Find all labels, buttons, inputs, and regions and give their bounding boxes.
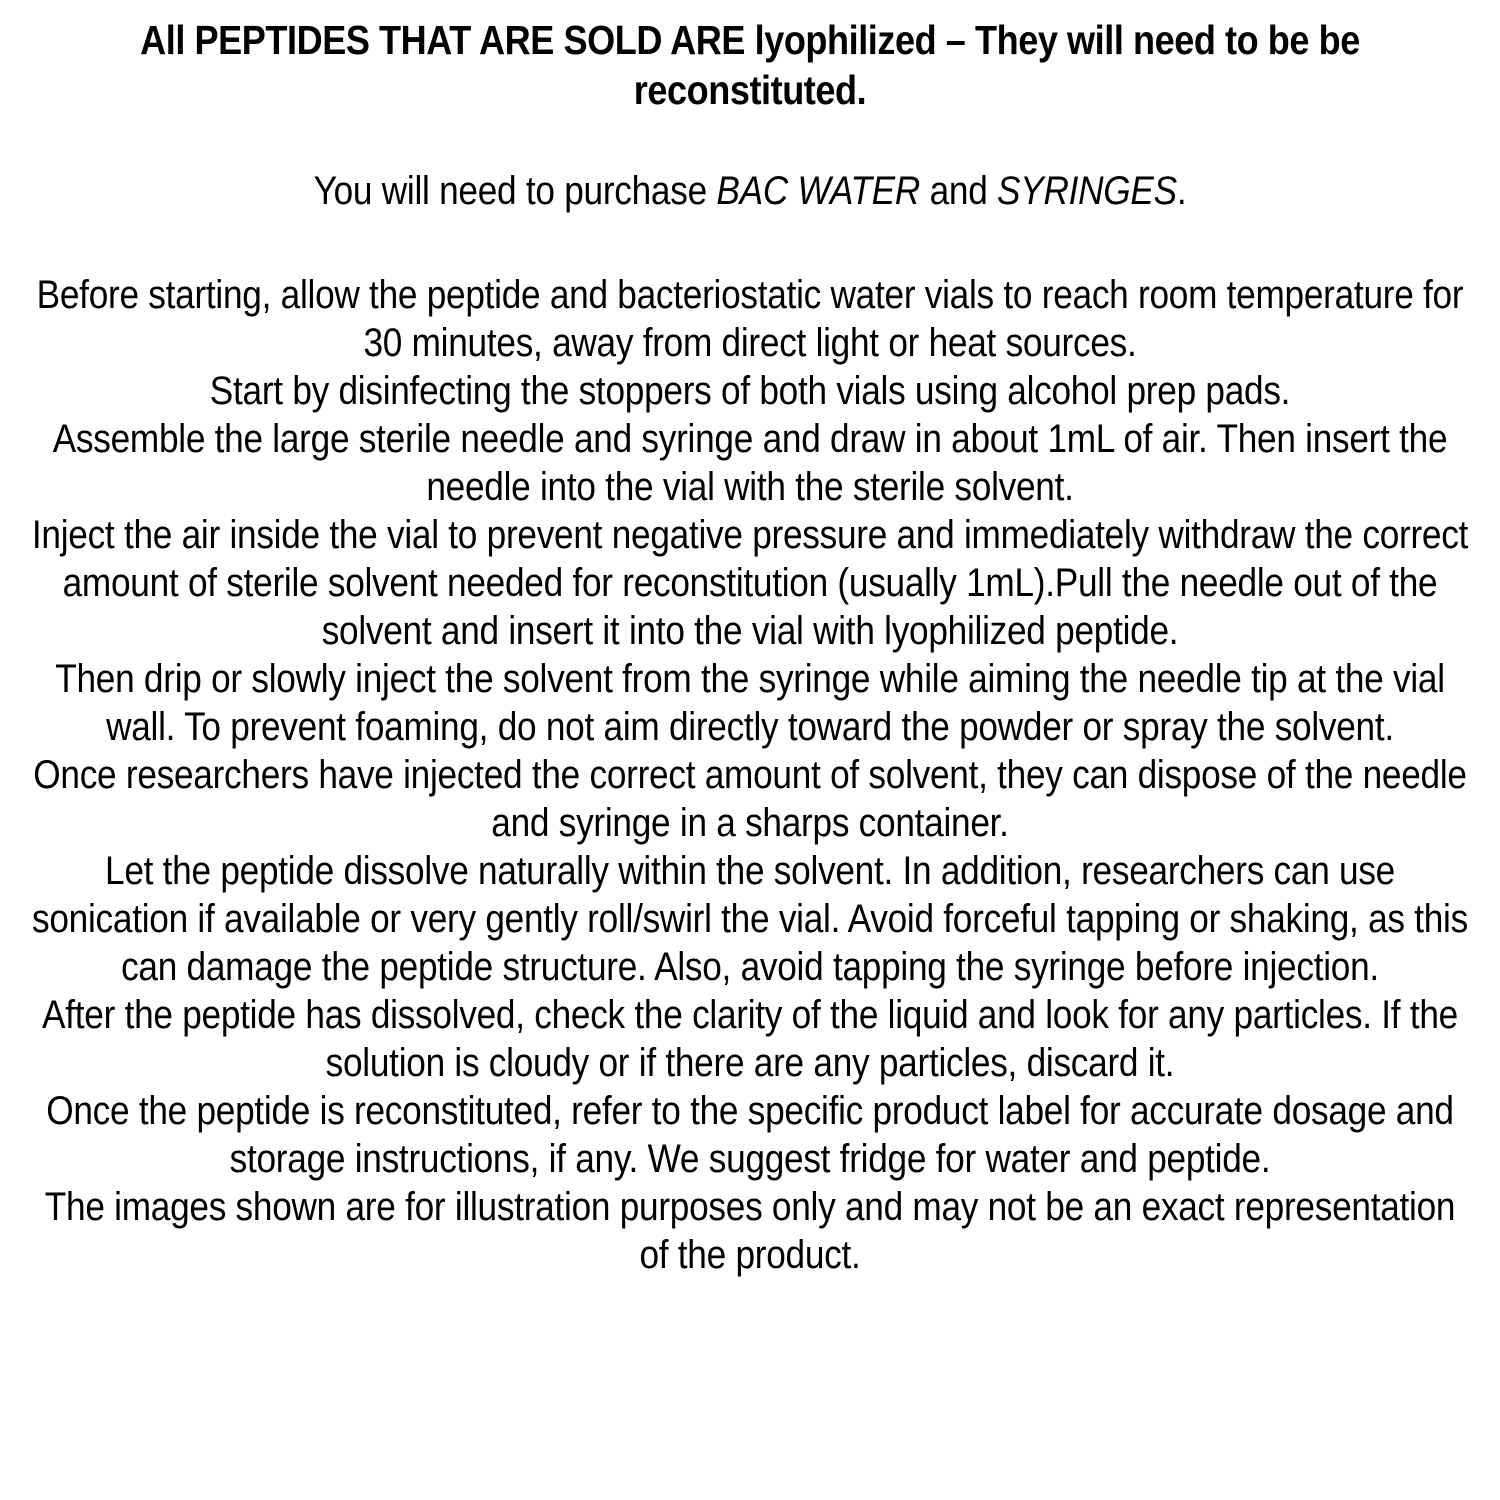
instructions-body	[28, 271, 1471, 1279]
purchase-note-text-pre: You will need to purchase	[313, 169, 717, 213]
page-title: All PEPTIDES THAT ARE SOLD ARE lyophilized – They will need to be be reconstituted.	[140, 17, 1360, 113]
instruction-paragraph-dispose-sharps: Once researchers have injected the correct amount of solvent, they can dispose of the needle and syringe in a sharps container.	[33, 753, 1467, 845]
instruction-paragraph-drip-solvent: Then drip or slowly inject the solvent from the syringe while aiming the needle tip at the vial wall. To prevent foaming, do not aim directly toward the powder or spray the solvent.	[55, 657, 1445, 749]
instruction-paragraph-disinfect: Start by disinfecting the stoppers of both vials using alcohol prep pads.	[209, 369, 1291, 413]
instruction-paragraph-inject-air: Inject the air inside the vial to prevent negative pressure and immediately withdraw the correct amount of sterile solvent needed for reconstitution (usually 1mL).Pull the needle out of the solvent and insert it into the vial with lyophilized peptide.	[31, 513, 1469, 653]
instruction-paragraph-dissolve: Let the peptide dissolve naturally within the solvent. In addition, researchers can use sonication if available or very gently roll/swirl the vial. Avoid forceful tapping or shaking, as this can damage the peptide structure. Also, avoid tapping the syringe before injection.	[32, 849, 1468, 989]
instruction-paragraph-room-temperature: Before starting, allow the peptide and bacteriostatic water vials to reach room temperature for 30 minutes, away from direct light or heat sources.	[36, 273, 1464, 365]
instruction-paragraph-check-clarity: After the peptide has dissolved, check the clarity of the liquid and look for any particles. If the solution is cloudy or if there are any particles, discard it.	[42, 993, 1458, 1085]
instruction-paragraph-storage: Once the peptide is reconstituted, refer to the specific product label for accurate dosage and storage instructions, if any. We suggest fridge for water and peptide.	[46, 1089, 1454, 1181]
syringes-emphasis: SYRINGES	[997, 169, 1177, 213]
instruction-paragraph-illustration-disclaimer: The images shown are for illustration purposes only and may not be an exact representation of the product.	[44, 1185, 1456, 1277]
purchase-note-text-between: and	[920, 169, 998, 213]
instruction-paragraph-assemble-syringe: Assemble the large sterile needle and syringe and draw in about 1mL of air. Then insert the needle into the vial with the sterile solvent.	[52, 417, 1448, 509]
bac-water-emphasis: BAC WATER	[716, 169, 921, 213]
purchase-note	[28, 167, 1471, 215]
purchase-note-text-post: .	[1176, 169, 1187, 213]
